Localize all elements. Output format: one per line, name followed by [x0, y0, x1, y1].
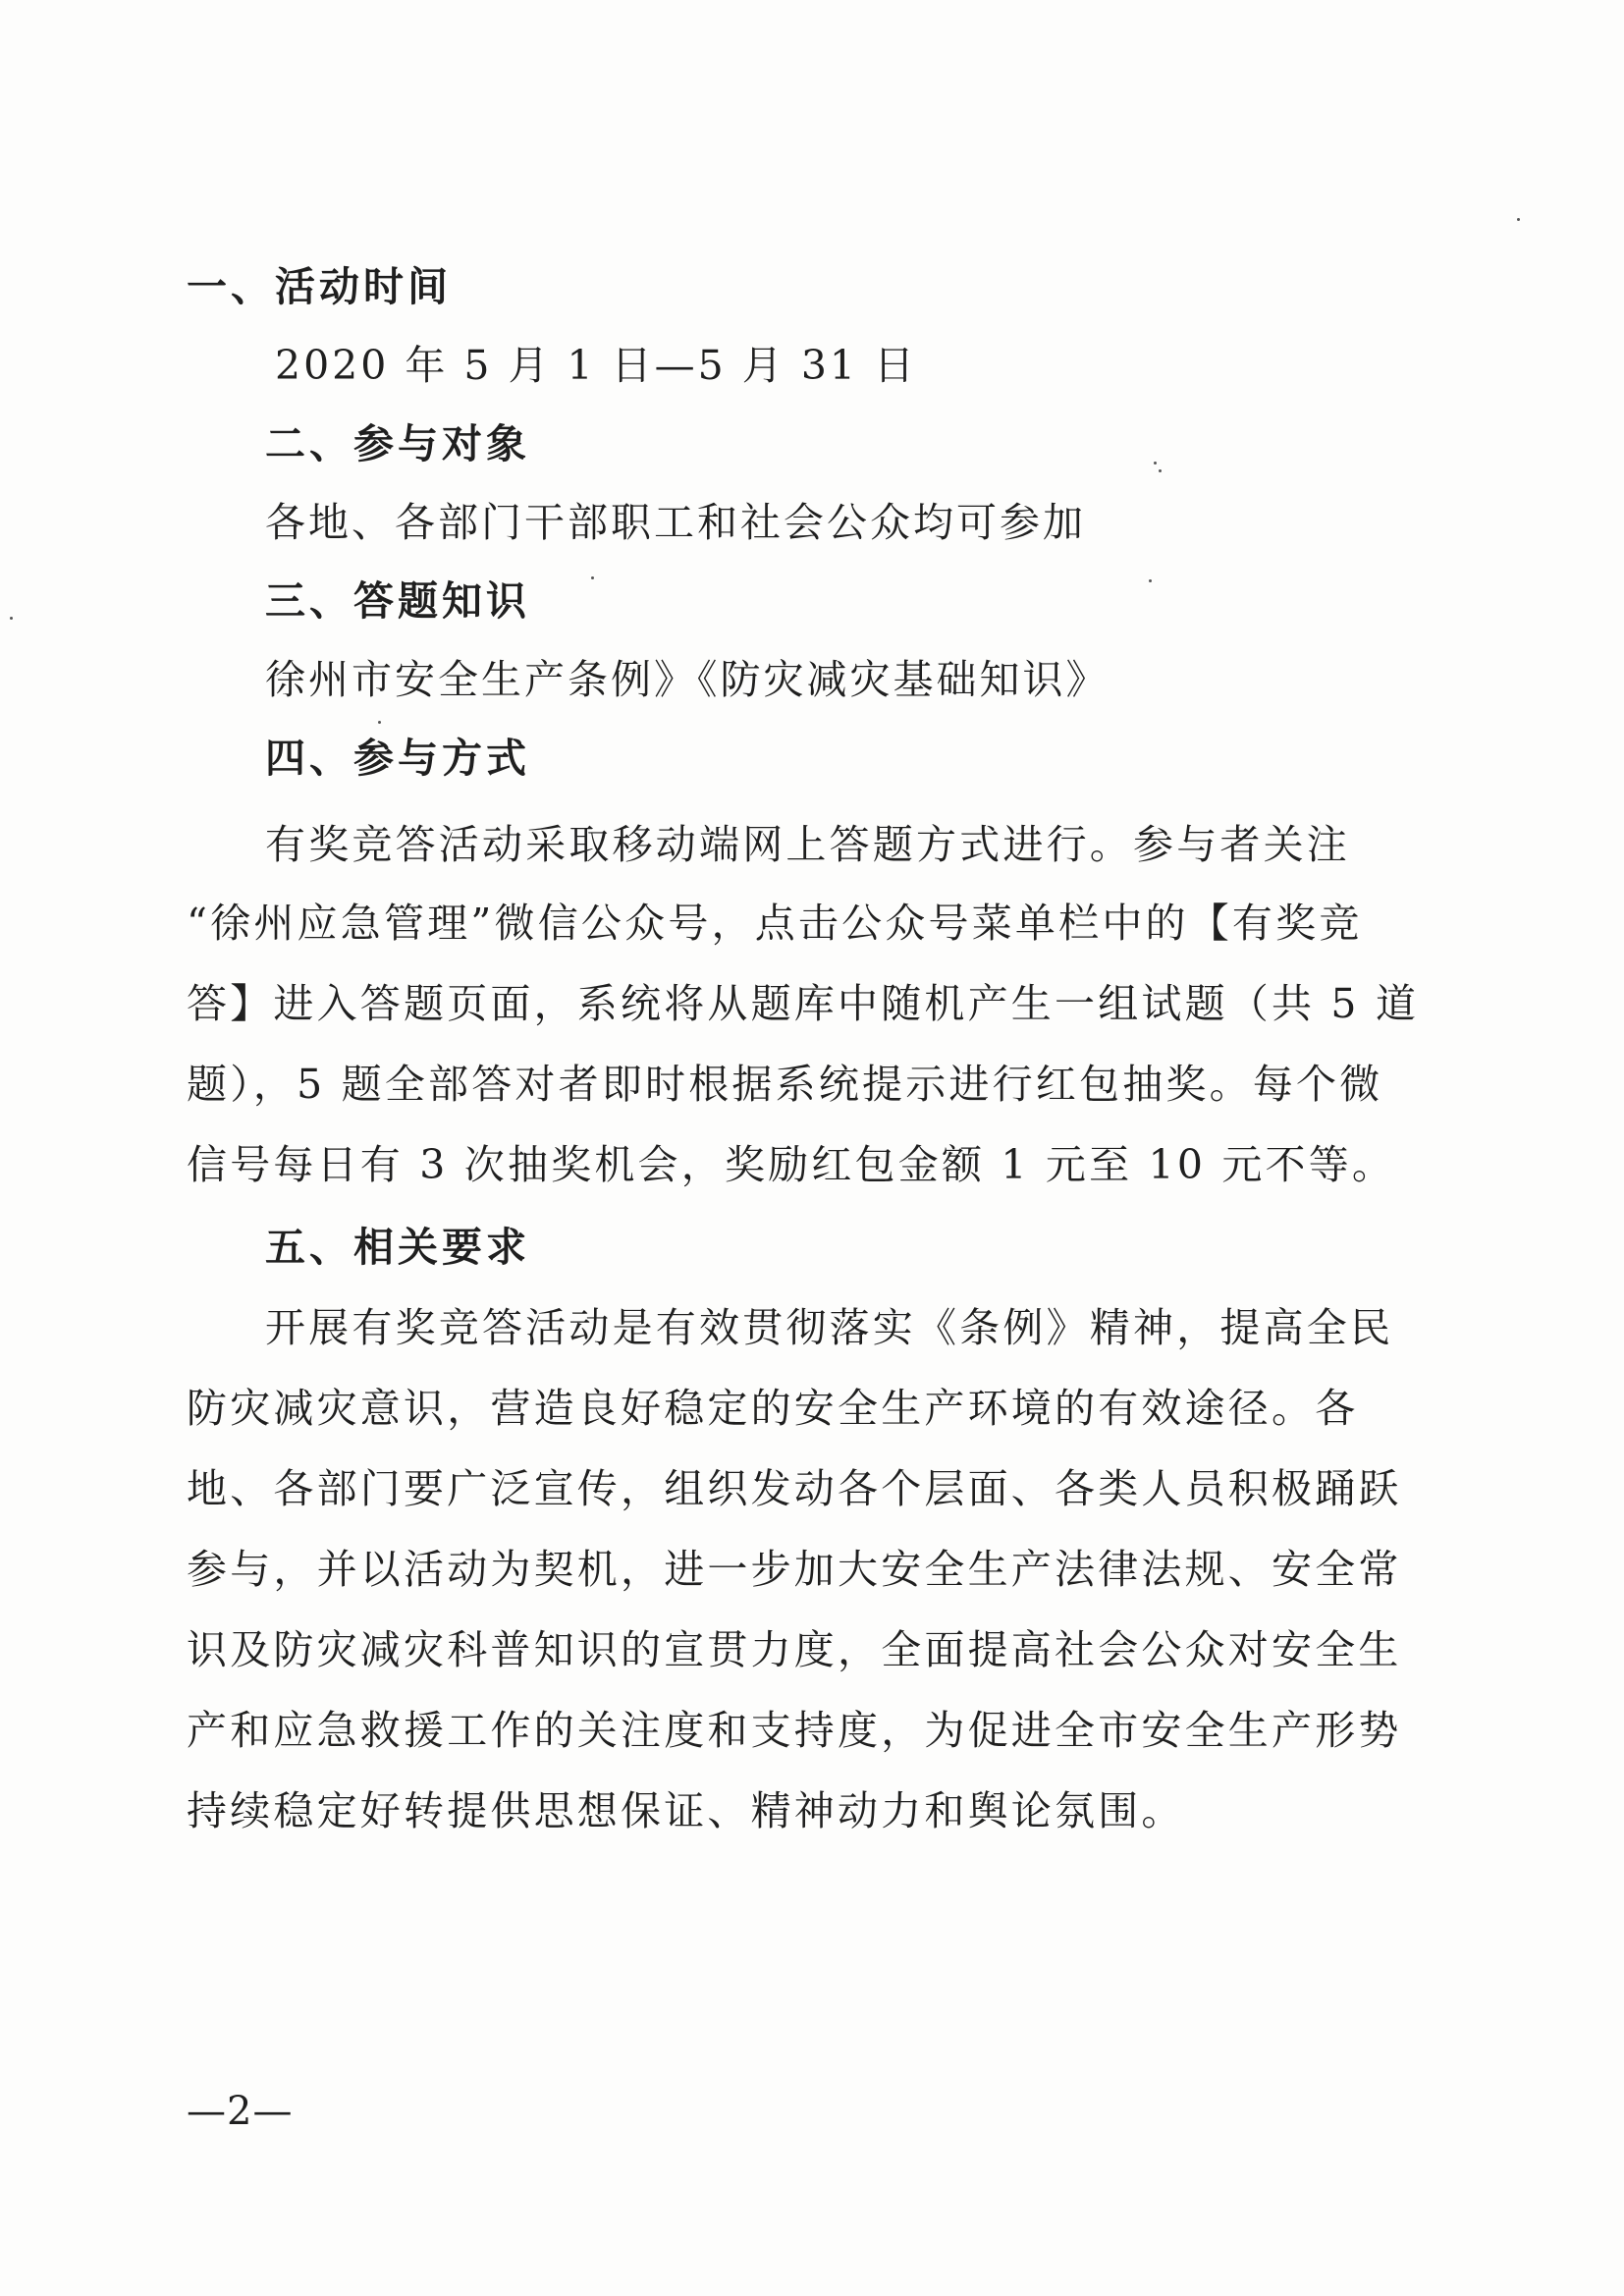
requirements-line-1: 开展有奖竞答活动是有效贯彻落实《条例》精神，提高全民 — [265, 1304, 1394, 1351]
activity-date-range: 2020 年 5 月 1 日—5 月 31 日 — [275, 342, 918, 389]
scan-speck — [10, 617, 13, 620]
section-heading-requirements: 五、相关要求 — [265, 1224, 530, 1271]
scan-speck — [1154, 462, 1157, 465]
requirements-line-5: 识及防灾减灾科普知识的宣贯力度，全面提高社会公众对安全生 — [187, 1626, 1402, 1673]
scan-speck — [1159, 469, 1162, 472]
method-line-5: 信号每日有 3 次抽奖机会，奖励红包金额 1 元至 10 元不等。 — [187, 1141, 1396, 1188]
scan-speck — [378, 721, 381, 724]
scan-speck — [1517, 218, 1520, 221]
method-line-2: “徐州应急管理”微信公众号，点击公众号菜单栏中的【有奖竞 — [187, 900, 1363, 947]
participants-text: 各地、各部门干部职工和社会公众均可参加 — [265, 499, 1086, 546]
method-line-3: 答】进入答题页面，系统将从题库中随机产生一组试题（共 5 道 — [187, 980, 1420, 1027]
requirements-line-2: 防灾减灾意识，营造良好稳定的安全生产环境的有效途径。各 — [187, 1385, 1359, 1432]
scan-speck — [591, 576, 594, 579]
section-heading-knowledge: 三、答题知识 — [265, 577, 530, 625]
method-line-1: 有奖竞答活动采取移动端网上答题方式进行。参与者关注 — [265, 821, 1350, 868]
requirements-line-4: 参与，并以活动为契机，进一步加大安全生产法律法规、安全常 — [187, 1546, 1402, 1593]
method-line-4: 题），5 题全部答对者即时根据系统提示进行红包抽奖。每个微 — [187, 1061, 1383, 1108]
requirements-line-7: 持续稳定好转提供思想保证、精神动力和舆论氛围。 — [187, 1787, 1185, 1834]
page-number: —2— — [187, 2089, 294, 2134]
section-heading-participants: 二、参与对象 — [265, 420, 530, 467]
scan-speck — [1149, 579, 1152, 582]
section-heading-time: 一、活动时间 — [187, 263, 452, 310]
knowledge-text: 徐州市安全生产条例》《防灾减灾基础知识》 — [265, 656, 1110, 703]
requirements-line-6: 产和应急救援工作的关注度和支持度，为促进全市安全生产形势 — [187, 1707, 1402, 1754]
section-heading-method: 四、参与方式 — [265, 735, 530, 782]
requirements-line-3: 地、各部门要广泛宣传，组织发动各个层面、各类人员积极踊跃 — [187, 1465, 1402, 1512]
